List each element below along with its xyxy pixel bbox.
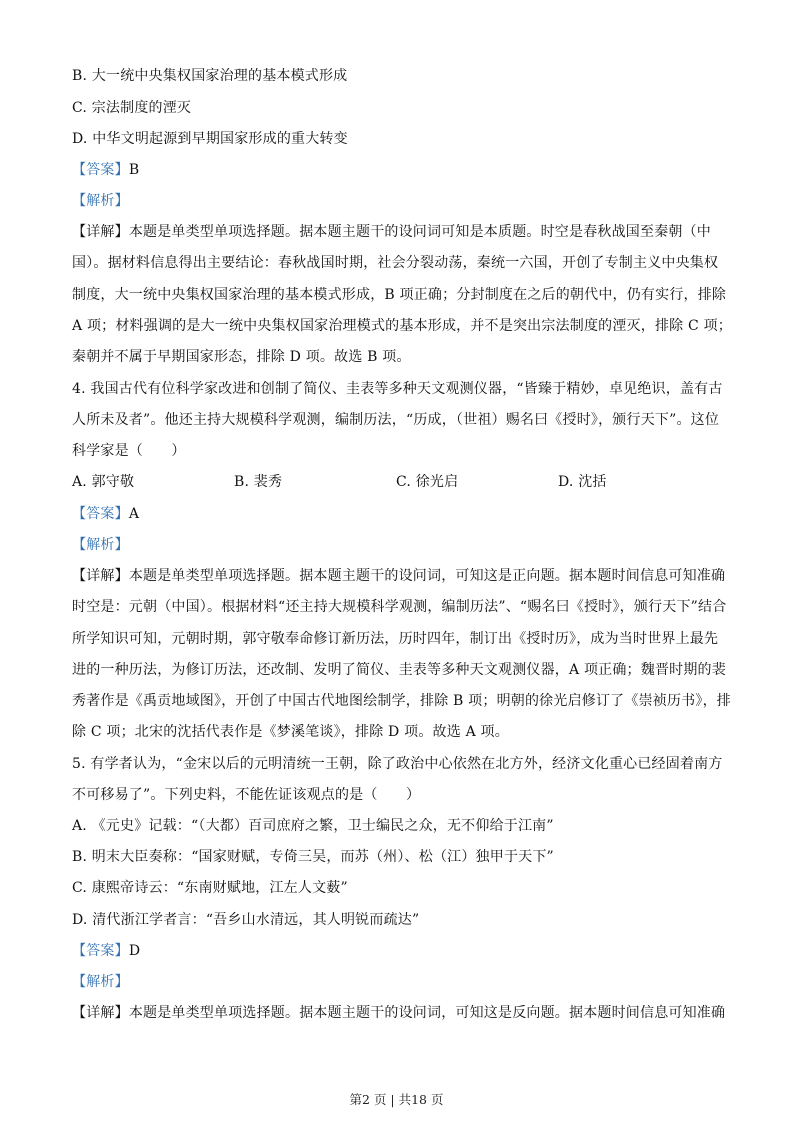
detail-tag: 【详解】 bbox=[72, 224, 129, 240]
q5-stem-line-1: 5. 有学者认为，“金宋以后的元明清统一王朝，除了政治中心依然在北方外，经济文化重心已经固着南方 bbox=[72, 756, 723, 772]
q5-option-b: B. 明末大臣奏称：“国家财赋，专倚三吴，而苏（州）、松（江）独甲于天下” bbox=[72, 849, 554, 865]
analysis-tag: 【解析】 bbox=[72, 537, 129, 553]
answer-value: A bbox=[128, 506, 140, 522]
q3-option-d: D. 中华文明起源到早期国家形成的重大转变 bbox=[72, 131, 348, 147]
answer-value: D bbox=[128, 943, 141, 959]
q4-detail-line-6: 除 C 项；北宋的沈括代表作是《梦溪笔谈》，排除 D 项。故选 A 项。 bbox=[72, 724, 509, 740]
q4-detail-line-1 bbox=[72, 566, 725, 586]
q4-stem-line-2: 人所未及者”。他还主持大规模科学观测，编制历法，“历成，（世祖）赐名曰《授时》，颁行天下”。这位 bbox=[72, 412, 720, 428]
detail-text: 本题是单类型单项选择题。据本题主题干的设问词，可知这是反向题。据本题时间信息可知准确 bbox=[128, 1005, 726, 1021]
q5-option-a: A. 《元史》记载：“（大都）百司庶府之繁，卫士编民之众，无不仰给于江南” bbox=[72, 818, 554, 834]
q4-option-d: D. 沈括 bbox=[558, 474, 607, 490]
q4-detail-line-3: 所学知识可知，元朝时期，郭守敬奉命修订新历法，历时四年，制订出《授时历》，成为当时世界上最先 bbox=[72, 631, 719, 647]
q5-option-d: D. 清代浙江学者言：“吾乡山水清远，其人明锐而疏达” bbox=[72, 912, 420, 928]
q4-stem-line-3: 科学家是（ ） bbox=[72, 443, 186, 459]
q4-detail-line-5: 秀著作是《禹贡地域图》，开创了中国古代地图绘制学，排除 B 项；明朝的徐光启修订了《崇祯历书》，排 bbox=[72, 693, 731, 709]
q3-option-b: B. 大一统中央集权国家治理的基本模式形成 bbox=[72, 68, 348, 84]
q4-detail-line-4: 进的一种历法，为修订历法，还改制、发明了简仪、圭表等多种天文观测仪器，A 项正确；魏晋时期的裴 bbox=[72, 662, 726, 678]
q3-answer-line bbox=[72, 160, 139, 180]
q4-answer-line bbox=[72, 504, 139, 524]
q4-analysis-line bbox=[72, 535, 129, 555]
q5-detail-line-1 bbox=[72, 1003, 725, 1023]
q5-answer-line bbox=[72, 941, 140, 961]
q3-detail-line-4: A 项；材料强调的是大一统中央集权国家治理模式的基本形成，并不是突出宗法制度的湮灭，排除 C 项； bbox=[72, 318, 732, 334]
detail-tag: 【详解】 bbox=[72, 1005, 129, 1021]
q4-option-b: B. 裴秀 bbox=[234, 474, 283, 490]
analysis-tag: 【解析】 bbox=[72, 193, 129, 209]
q5-stem-line-2: 不可移易了”。下列史料，不能佐证该观点的是（ ） bbox=[72, 787, 421, 803]
q3-detail-line-1 bbox=[72, 222, 711, 242]
q5-option-c: C. 康熙帝诗云：“东南财赋地，江左人文薮” bbox=[72, 880, 348, 896]
q4-option-c: C. 徐光启 bbox=[396, 474, 459, 490]
q3-detail-line-2: 国）。据材料信息得出主要结论：春秋战国时期，社会分裂动荡，秦统一六国，开创了专制主义中央集权 bbox=[72, 255, 719, 271]
analysis-tag: 【解析】 bbox=[72, 974, 129, 990]
q5-analysis-line bbox=[72, 972, 129, 992]
q4-detail-line-2: 时空是：元朝（中国）。根据材料“还主持大规模科学观测，编制历法”、“赐名曰《授时》，颁行天下”结合 bbox=[72, 599, 727, 615]
answer-tag: 【答案】 bbox=[72, 943, 129, 959]
answer-tag: 【答案】 bbox=[72, 162, 129, 178]
q4-option-a: A. 郭守敬 bbox=[72, 474, 135, 490]
q3-detail-line-3: 制度，大一统中央集权国家治理的基本模式形成，B 项正确；分封制度在之后的朝代中，仍有实行，排除 bbox=[72, 287, 727, 303]
detail-tag: 【详解】 bbox=[72, 568, 129, 584]
answer-value: B bbox=[128, 162, 140, 178]
q3-analysis-line bbox=[72, 191, 129, 211]
q4-stem-line-1: 4. 我国古代有位科学家改进和创制了简仪、圭表等多种天文观测仪器，“皆臻于精妙，卓见绝识，盖有古 bbox=[72, 381, 723, 397]
detail-text: 本题是单类型单项选择题。据本题主题干的设问词可知是本质题。时空是春秋战国至秦朝（中 bbox=[128, 224, 712, 240]
q3-option-c: C. 宗法制度的湮灭 bbox=[72, 100, 192, 116]
answer-tag: 【答案】 bbox=[72, 506, 129, 522]
q4-options-row bbox=[72, 472, 722, 492]
q3-detail-line-5: 秦朝并不属于早期国家形态，排除 D 项。故选 B 项。 bbox=[72, 349, 411, 365]
page-footer: 第2 页 | 共18 页 bbox=[349, 1092, 444, 1107]
detail-text: 本题是单类型单项选择题。据本题主题干的设问词，可知这是正向题。据本题时间信息可知准确 bbox=[128, 568, 726, 584]
